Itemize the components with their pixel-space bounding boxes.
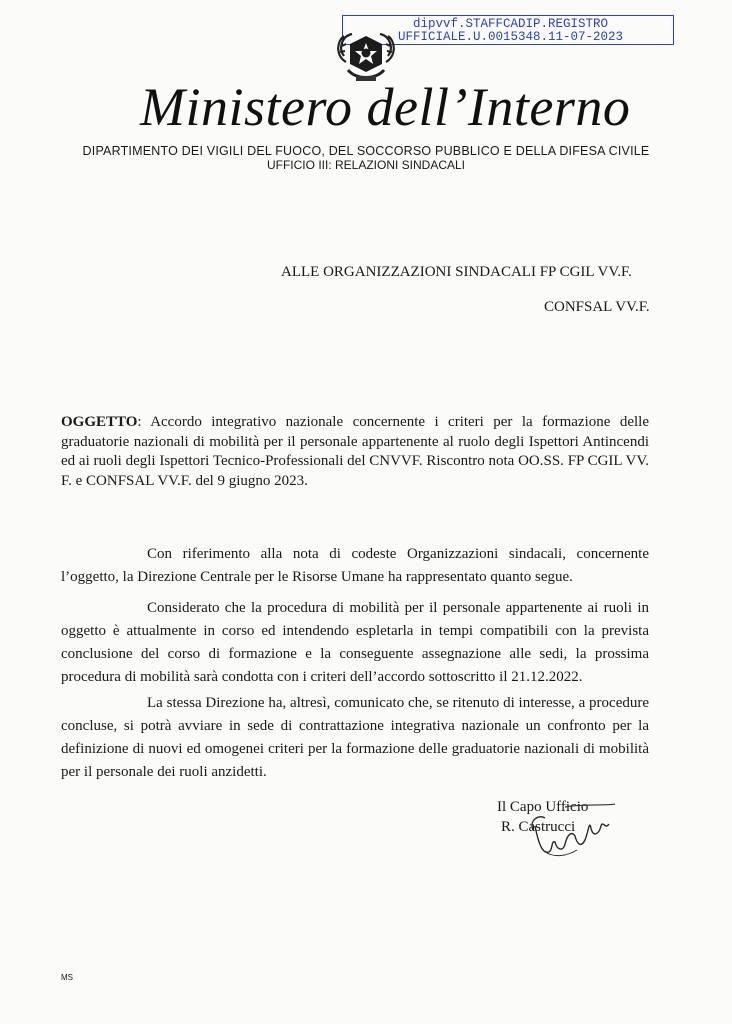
drafter-initials: MS <box>61 973 73 982</box>
body-paragraph-3: La stessa Direzione ha, altresì, comunicato che, se ritenuto di interesse, a procedure concluse, si potrà avviare in sede di contrattazione integrativa nazionale un confronto per la definizione di nuovi ed omogenei criteri per la formazione delle graduatorie nazionali di mobilità per il personale dei ruoli anzidetti. <box>61 695 649 780</box>
ministry-title: Ministero dell’Interno <box>140 77 631 137</box>
department-name: DIPARTIMENTO DEI VIGILI DEL FUOCO, DEL SOCCORSO PUBBLICO E DELLA DIFESA CIVILE <box>82 144 650 158</box>
signatory-title: Il Capo Ufficio <box>497 799 589 815</box>
body-paragraph-1: Con riferimento alla nota di codeste Organizzazioni sindacali, concernente l’oggetto, la Direzione Centrale per le Risorse Umane ha rappresentato quanto segue. <box>61 546 649 585</box>
protocol-registry-line: dipvvf.STAFFCADIP.REGISTRO <box>413 17 609 31</box>
subject-label: OGGETTO <box>61 414 138 430</box>
office-name: UFFICIO III: RELAZIONI SINDACALI <box>266 158 466 172</box>
handwritten-signature <box>505 790 615 860</box>
recipient-line-1: ALLE ORGANIZZAZIONI SINDACALI FP CGIL VV.F. <box>281 264 632 280</box>
protocol-number-line: UFFICIALE.U.0015348.11-07-2023 <box>398 30 624 44</box>
recipient-line-2: CONFSAL VV.F. <box>544 299 650 315</box>
subject-text: : Accordo integrativo nazionale concernente i criteri per la formazione delle graduatorie nazionali di mobilità per il personale appartenente al ruolo degli Ispettori Antincendi ed ai ruoli degli Ispettori Tecnico-Professionali del CNVVF. Riscontro nota OO.SS. FP CGIL VV. F. e CONFSAL VV.F. del 9 giugno 2023. <box>61 414 649 489</box>
body-paragraph-2: Considerato che la procedura di mobilità per il personale appartenente ai ruoli in oggetto è attualmente in corso ed intendendo espletarla in tempi compatibili con la prevista conclusione del corso di formazione e la conseguente assegnazione alle sedi, la prossima procedura di mobilità sarà condotta con i criteri dell’accordo sottoscritto il 21.12.2022. <box>61 600 649 685</box>
subject-block <box>61 413 649 491</box>
signatory-name: R. Castrucci <box>501 819 576 835</box>
